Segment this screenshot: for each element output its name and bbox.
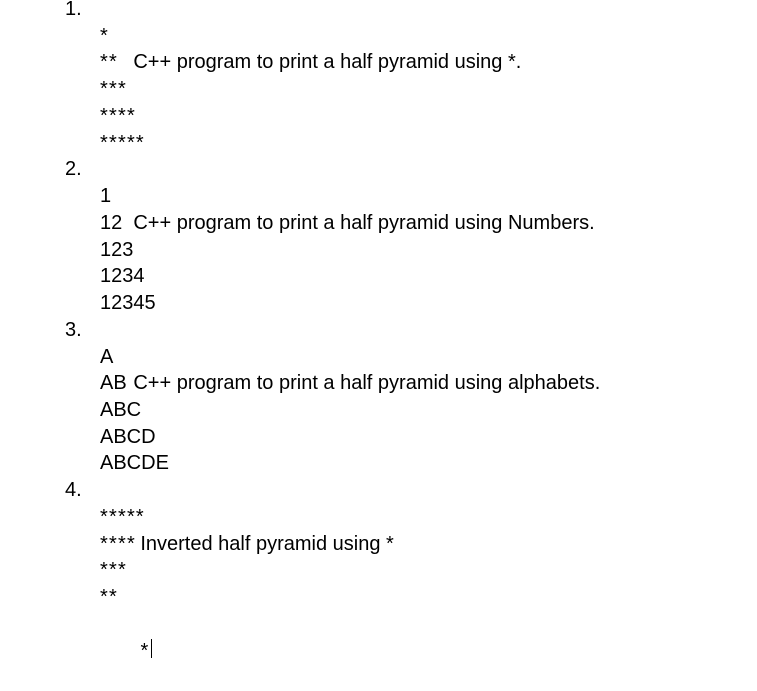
pattern-line[interactable]: ** bbox=[100, 51, 118, 74]
pattern-line[interactable]: ABCD bbox=[100, 425, 156, 448]
list-item-1 bbox=[0, 0, 757, 156]
text-caret bbox=[151, 639, 153, 658]
pattern-line[interactable]: 123 bbox=[100, 238, 134, 261]
list-title[interactable]: C++ program to print a half pyramid using *. bbox=[133, 51, 522, 74]
pattern-line[interactable]: A bbox=[100, 345, 114, 368]
pattern-line[interactable]: *** bbox=[100, 78, 127, 101]
list-title[interactable]: C++ program to print a half pyramid using Numbers. bbox=[133, 211, 595, 234]
pattern-line[interactable]: *** bbox=[100, 559, 127, 582]
pattern-line[interactable]: ***** bbox=[100, 131, 145, 154]
list-number: 1. bbox=[65, 0, 82, 20]
list-item-2 bbox=[0, 156, 757, 316]
pattern-line[interactable]: **** bbox=[100, 104, 136, 127]
pattern-line[interactable]: 1234 bbox=[100, 265, 145, 288]
pattern-line[interactable] bbox=[0, 611, 757, 662]
list-title[interactable]: Inverted half pyramid using * bbox=[140, 532, 394, 555]
pattern-line[interactable]: AB bbox=[100, 372, 127, 395]
list-item-3 bbox=[0, 317, 757, 477]
pattern-line[interactable]: ** bbox=[100, 586, 118, 609]
list-item-3-heading[interactable] bbox=[0, 317, 757, 395]
list-item-4-heading[interactable] bbox=[0, 477, 757, 555]
list-item-1-heading[interactable] bbox=[0, 0, 757, 74]
list-number: 4. bbox=[65, 479, 82, 502]
pattern-line[interactable]: 12 bbox=[100, 211, 123, 234]
pattern-line[interactable]: 1 bbox=[100, 185, 112, 208]
pattern-line[interactable]: ABCDE bbox=[100, 452, 169, 475]
pattern-text[interactable]: * bbox=[140, 639, 150, 662]
pattern-line[interactable]: * bbox=[100, 24, 109, 47]
pattern-line[interactable]: ABC bbox=[100, 399, 142, 422]
list-item-4 bbox=[0, 477, 757, 662]
list-title[interactable]: C++ program to print a half pyramid using alphabets. bbox=[133, 372, 601, 395]
pattern-line[interactable]: 12345 bbox=[100, 292, 156, 315]
list-number: 3. bbox=[65, 318, 82, 341]
pattern-line[interactable]: **** bbox=[100, 532, 136, 555]
list-number: 2. bbox=[65, 158, 82, 181]
pattern-line[interactable]: ***** bbox=[100, 505, 145, 528]
